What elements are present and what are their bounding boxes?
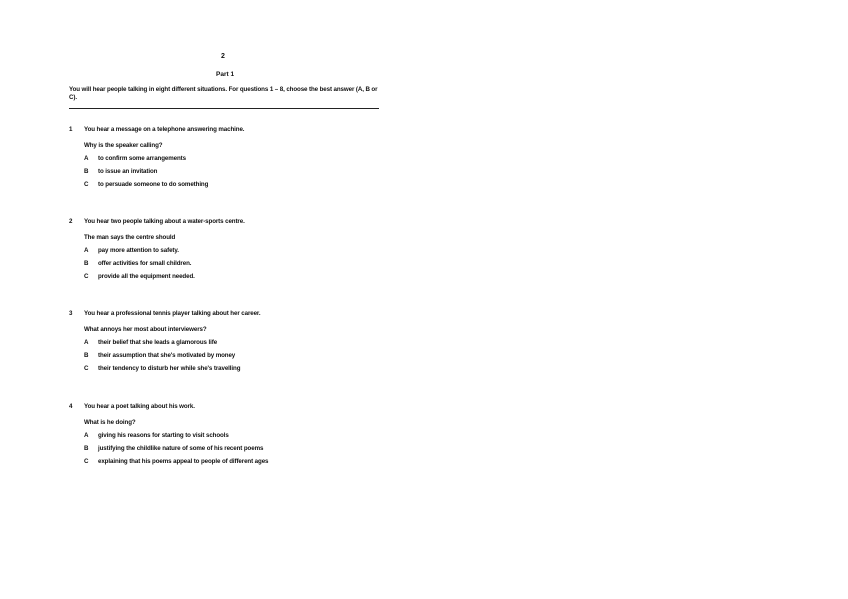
question-stem: You hear a message on a telephone answering machine.: [84, 126, 245, 133]
page-number: 2: [221, 53, 225, 60]
question-prompt: Why is the speaker calling?: [84, 142, 163, 149]
option-a: [69, 339, 399, 347]
option-a: [69, 247, 399, 255]
question-prompt: The man says the centre should: [84, 234, 176, 241]
question-header: [69, 310, 399, 318]
question-3: [69, 310, 399, 373]
option-c: [69, 458, 399, 466]
instructions: You will hear people talking in eight different situations. For questions 1 – 8, choose the best answer (A, B or C).: [69, 86, 378, 101]
option-text: provide all the equipment needed.: [98, 273, 195, 280]
option-b: [69, 352, 399, 360]
question-header: [69, 403, 399, 411]
question-header: [69, 218, 399, 226]
question-4: [69, 403, 399, 466]
option-text: to confirm some arrangements: [98, 155, 186, 162]
option-a: [69, 155, 399, 163]
option-text: offer activities for small children.: [98, 260, 192, 267]
option-letter: C: [84, 365, 89, 372]
option-letter: B: [84, 352, 89, 359]
question-1: [69, 126, 399, 189]
option-letter: B: [84, 445, 89, 452]
option-letter: C: [84, 458, 89, 465]
option-letter: A: [84, 247, 89, 254]
option-letter: B: [84, 260, 89, 267]
option-c: [69, 365, 399, 373]
question-prompt: What is he doing?: [84, 419, 136, 426]
divider-line: [69, 108, 379, 109]
option-a: [69, 432, 399, 440]
question-number: 4: [69, 403, 73, 410]
option-c: [69, 273, 399, 281]
option-letter: A: [84, 432, 89, 439]
question-stem: You hear a professional tennis player talking about her career.: [84, 310, 261, 317]
option-letter: A: [84, 339, 89, 346]
part-title: Part 1: [216, 71, 235, 78]
question-number: 3: [69, 310, 73, 317]
question-2: [69, 218, 399, 281]
option-b: [69, 260, 399, 268]
option-text: their assumption that she's motivated by money: [98, 352, 236, 359]
option-text: pay more attention to safety.: [98, 247, 179, 254]
option-text: to persuade someone to do something: [98, 181, 209, 188]
question-prompt: What annoys her most about interviewers?: [84, 326, 207, 333]
option-letter: C: [84, 181, 89, 188]
option-text: their tendency to disturb her while she's travelling: [98, 365, 241, 372]
option-c: [69, 181, 399, 189]
option-text: their belief that she leads a glamorous life: [98, 339, 218, 346]
option-letter: A: [84, 155, 89, 162]
option-text: to issue an invitation: [98, 168, 158, 175]
option-text: justifying the childlike nature of some of his recent poems: [98, 445, 264, 452]
question-number: 1: [69, 126, 73, 133]
option-text: explaining that his poems appeal to people of different ages: [98, 458, 269, 465]
question-stem: You hear a poet talking about his work.: [84, 403, 195, 410]
option-b: [69, 445, 399, 453]
question-stem: You hear two people talking about a water-sports centre.: [84, 218, 245, 225]
question-header: [69, 126, 399, 134]
option-b: [69, 168, 399, 176]
option-text: giving his reasons for starting to visit schools: [98, 432, 229, 439]
option-letter: B: [84, 168, 89, 175]
question-number: 2: [69, 218, 73, 225]
option-letter: C: [84, 273, 89, 280]
